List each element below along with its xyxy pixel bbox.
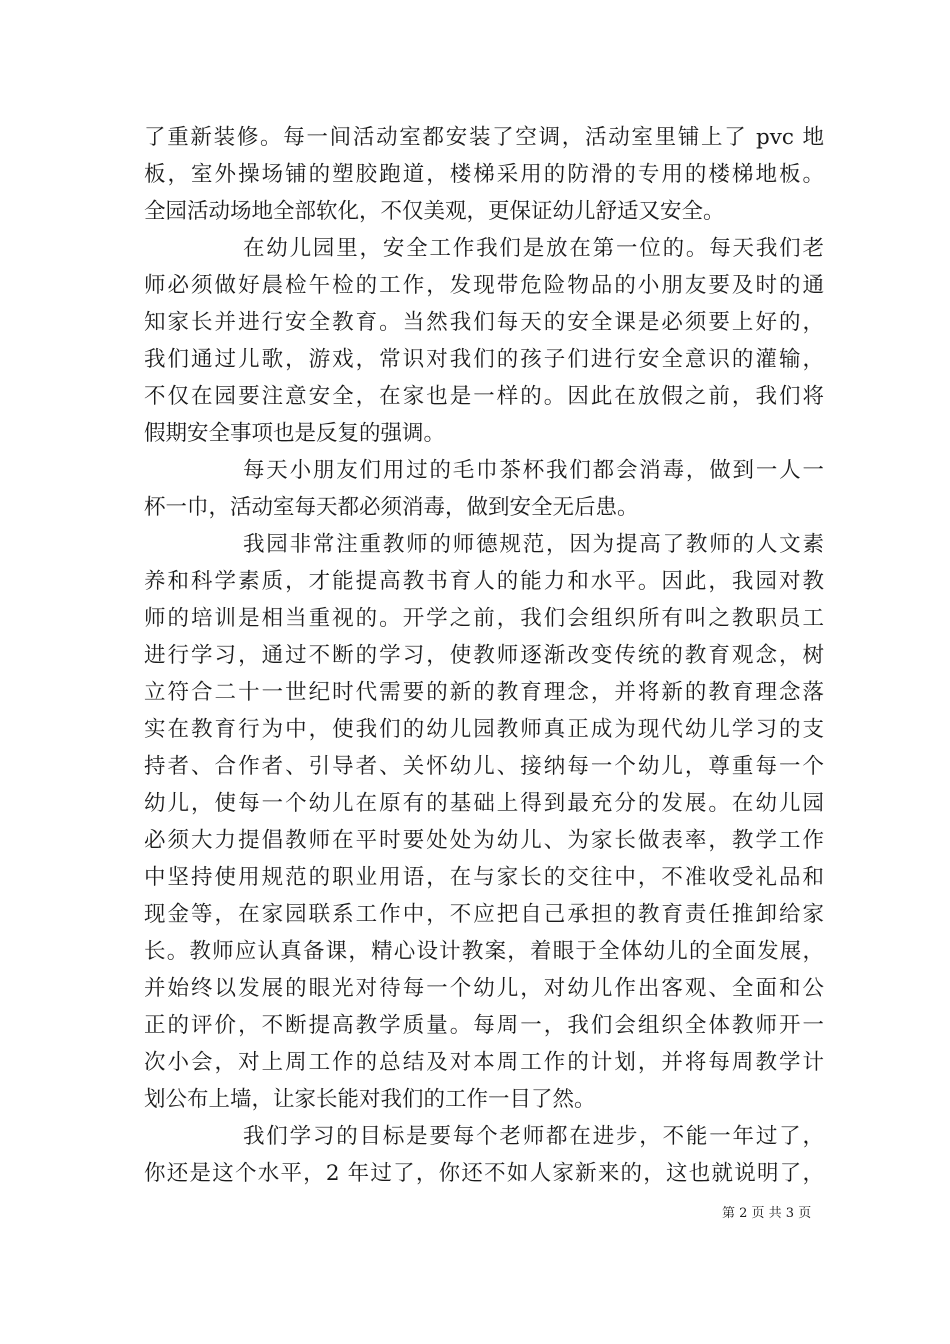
text-line: 实在教育行为中，使我们的幼儿园教师真正成为现代幼儿学习的支 <box>144 717 824 742</box>
page-number: 第 2 页 共 3 页 <box>722 1206 812 1221</box>
text-line: 现金等，在家园联系工作中，不应把自己承担的教育责任推卸给家 <box>144 902 824 927</box>
text-line: 你还是这个水平，2 年过了，你还不如人家新来的，这也就说明了， <box>144 1161 824 1186</box>
text-line: 了重新装修。每一间活动室都安装了空调，活动室里铺上了 pvc 地 <box>144 125 824 150</box>
text-line: 不仅在园要注意安全，在家也是一样的。因此在放假之前，我们将 <box>144 384 824 409</box>
text-line: 知家长并进行安全教育。当然我们每天的安全课是必须要上好的， <box>144 310 824 335</box>
text-line: 板，室外操场铺的塑胶跑道，楼梯采用的防滑的专用的楼梯地板。 <box>144 162 824 187</box>
text-line: 并始终以发展的眼光对待每一个幼儿，对幼儿作出客观、全面和公 <box>144 976 824 1001</box>
text-line: 持者、合作者、引导者、关怀幼儿、接纳每一个幼儿，尊重每一个 <box>144 754 824 779</box>
paragraph-first-line: 我园非常注重教师的师德规范，因为提高了教师的人文素 <box>243 532 824 557</box>
text-line: 进行学习，通过不断的学习，使教师逐渐改变传统的教育观念，树 <box>144 643 824 668</box>
text-line: 长。教师应认真备课，精心设计教案，着眼于全体幼儿的全面发展， <box>144 939 824 964</box>
text-line: 次小会，对上周工作的总结及对本周工作的计划，并将每周教学计 <box>144 1050 824 1075</box>
text-line: 师的培训是相当重视的。开学之前，我们会组织所有叫之教职员工 <box>144 606 824 631</box>
paragraph-first-line: 每天小朋友们用过的毛巾茶杯我们都会消毒，做到一人一 <box>243 458 824 483</box>
text-line: 养和科学素质，才能提高教书育人的能力和水平。因此，我园对教 <box>144 569 824 594</box>
text-line: 师必须做好晨检午检的工作，发现带危险物品的小朋友要及时的通 <box>144 273 824 298</box>
paragraph-first-line: 我们学习的目标是要每个老师都在进步，不能一年过了， <box>243 1124 824 1149</box>
paragraph-first-line: 在幼儿园里，安全工作我们是放在第一位的。每天我们老 <box>243 236 824 261</box>
text-line: 立符合二十一世纪时代需要的新的教育理念，并将新的教育理念落 <box>144 680 824 705</box>
text-line: 幼儿，使每一个幼儿在原有的基础上得到最充分的发展。在幼儿园 <box>144 791 824 816</box>
text-line: 全园活动场地全部软化，不仅美观，更保证幼儿舒适又安全。 <box>144 199 725 224</box>
text-line: 中坚持使用规范的职业用语，在与家长的交往中，不准收受礼品和 <box>144 865 824 890</box>
text-line: 我们通过儿歌，游戏，常识对我们的孩子们进行安全意识的灌输， <box>144 347 824 372</box>
text-line: 必须大力提倡教师在平时要处处为幼儿、为家长做表率，教学工作 <box>144 828 824 853</box>
text-line: 正的评价，不断提高教学质量。每周一，我们会组织全体教师开一 <box>144 1013 824 1038</box>
text-line: 杯一巾，活动室每天都必须消毒，做到安全无后患。 <box>144 495 639 520</box>
text-line: 划公布上墙，让家长能对我们的工作一目了然。 <box>144 1087 596 1112</box>
text-line: 假期安全事项也是反复的强调。 <box>144 421 446 446</box>
